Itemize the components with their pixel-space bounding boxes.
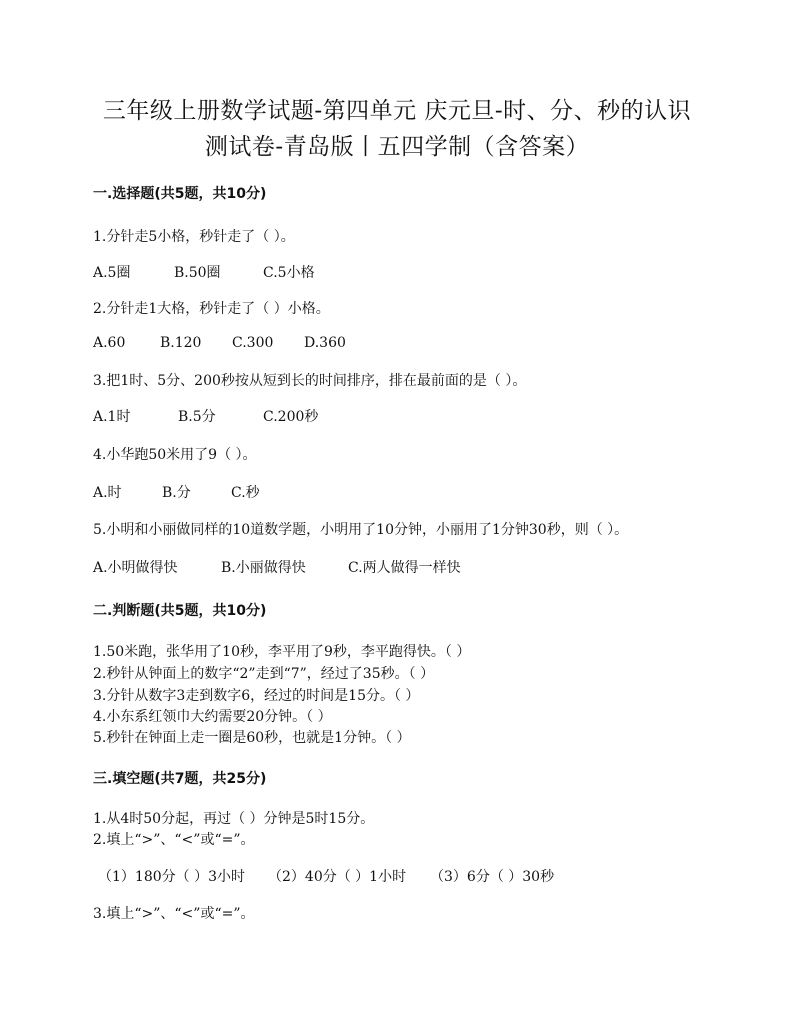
fill-question-3: 3.填上“>”、“<”或“=”。 (93, 906, 255, 922)
q5-option-a: A.小明做得快 (93, 560, 178, 576)
q3-option-b: B.5分 (178, 409, 216, 425)
question-2: 2.分针走1大格，秒针走了（ ）小格。 (93, 301, 330, 317)
fill-q2-part-3: （3）6分（ ）30秒 (430, 869, 555, 885)
q4-option-a: A.时 (93, 485, 122, 501)
section-heading-fill-in: 三.填空题(共7题，共25分) (93, 771, 267, 787)
q3-option-c: C.200秒 (263, 409, 319, 425)
document-title-line-2: 测试卷-青岛版丨五四学制（含答案） (204, 134, 590, 160)
section-heading-multiple-choice: 一.选择题(共5题，共10分) (93, 186, 267, 202)
q2-option-c: C.300 (232, 335, 274, 351)
q3-option-a: A.1时 (93, 409, 131, 425)
fill-q2-part-1: （1）180分（ ）3小时 (98, 869, 245, 885)
q5-option-b: B.小丽做得快 (221, 560, 306, 576)
judgement-item-5: 5.秒针在钟面上走一圈是60秒，也就是1分钟。（ ） (93, 730, 411, 746)
judgement-item-4: 4.小东系红领巾大约需要20分钟。（ ） (93, 709, 332, 725)
q2-option-d: D.360 (304, 335, 346, 351)
question-5: 5.小明和小丽做同样的10道数学题，小明用了10分钟，小丽用了1分钟30秒，则（ ）。 (93, 522, 629, 538)
document-title-line-1: 三年级上册数学试题-第四单元 庆元旦-时、分、秒的认识 (102, 98, 692, 124)
q2-option-a: A.60 (93, 335, 126, 351)
q1-option-b: B.50圈 (174, 265, 221, 281)
question-4: 4.小华跑50米用了9（ ）。 (93, 447, 257, 463)
question-1: 1.分针走5小格，秒针走了（ ）。 (93, 229, 295, 245)
judgement-item-2: 2.秒针从钟面上的数字“2”走到“7”，经过了35秒。（ ） (93, 666, 435, 682)
q4-option-c: C.秒 (231, 485, 260, 501)
judgement-item-3: 3.分针从数字3走到数字6，经过的时间是15分。（ ） (93, 688, 420, 704)
question-3: 3.把1时、5分、200秒按从短到长的时间排序，排在最前面的是（ ）。 (93, 373, 527, 389)
fill-question-1: 1.从4时50分起，再过（ ）分钟是5时15分。 (93, 811, 375, 827)
q1-option-c: C.5小格 (263, 265, 315, 281)
section-heading-true-false: 二.判断题(共5题，共10分) (93, 603, 267, 619)
judgement-item-1: 1.50米跑，张华用了10秒，李平用了9秒，李平跑得快。（ ） (93, 644, 471, 660)
fill-q2-part-2: （2）40分（ ）1小时 (268, 869, 407, 885)
q1-option-a: A.5圈 (93, 265, 131, 281)
q4-option-b: B.分 (162, 485, 191, 501)
q5-option-c: C.两人做得一样快 (348, 560, 461, 576)
fill-question-2: 2.填上“>”、“<”或“=”。 (93, 832, 255, 848)
q2-option-b: B.120 (160, 335, 202, 351)
